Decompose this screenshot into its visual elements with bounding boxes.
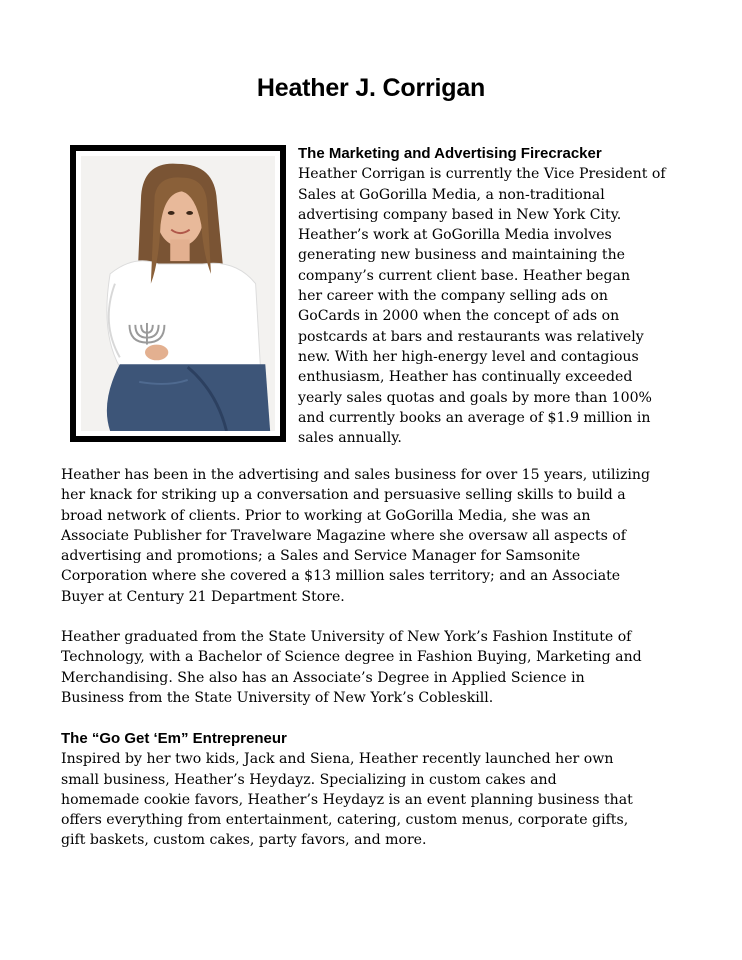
education-line: Business from the State University of New York’s Cobleskill. [61, 689, 494, 706]
intro-line: sales annually. [298, 430, 402, 447]
career-line: Corporation where she covered a $13 million sales territory; and an Associate [61, 568, 621, 585]
intro-line: GoCards in 2000 when the concept of ads on [298, 308, 620, 325]
career-line: Buyer at Century 21 Department Store. [61, 588, 345, 605]
career-line: broad network of clients. Prior to working at GoGorilla Media, she was an [61, 507, 591, 524]
entrepreneur-section [61, 729, 691, 851]
intro-section [298, 144, 684, 448]
career-line: Heather has been in the advertising and sales business for over 15 years, utilizing [61, 467, 651, 483]
intro-line: Sales at GoGorilla Media, a non-traditional [298, 186, 605, 203]
entrepreneur-line: Inspired by her two kids, Jack and Siena, Heather recently launched her own [61, 751, 614, 768]
education-line: Heather graduated from the State University of New York’s Fashion Institute of [61, 629, 632, 645]
career-line: Associate Publisher for Travelware Magazine where she oversaw all aspects of [61, 527, 627, 544]
intro-line: generating new business and maintaining the [298, 247, 625, 264]
section-heading-entrepreneur: The “Go Get ‘Em” Entrepreneur [61, 730, 287, 747]
section-heading-firecracker: The Marketing and Advertising Firecracker [298, 145, 602, 162]
career-line: her knack for striking up a conversation and persuasive selling skills to build a [61, 487, 626, 504]
entrepreneur-line: offers everything from entertainment, catering, custom menus, corporate gifts, [61, 812, 629, 829]
portrait-image [81, 156, 275, 431]
intro-line: yearly sales quotas and goals by more than 100% [298, 389, 652, 406]
intro-line: her career with the company selling ads on [298, 288, 608, 305]
intro-line: enthusiasm, Heather has continually exceeded [298, 369, 633, 386]
intro-line: Heather Corrigan is currently the Vice President of [298, 166, 666, 183]
intro-line: and currently books an average of $1.9 million in [298, 409, 651, 426]
intro-line: advertising company based in New York City. [298, 206, 622, 223]
entrepreneur-line: small business, Heather’s Heydayz. Specializing in custom cakes and [61, 771, 557, 788]
career-line: advertising and promotions; a Sales and Service Manager for Samsonite [61, 548, 581, 565]
intro-line: Heather’s work at GoGorilla Media involves [298, 227, 612, 244]
entrepreneur-line: gift baskets, custom cakes, party favors, and more. [61, 832, 427, 849]
portrait-photo [70, 145, 286, 442]
intro-line: new. With her high-energy level and contagious [298, 348, 639, 365]
intro-line: postcards at bars and restaurants was relatively [298, 328, 644, 345]
education-line: Merchandising. She also has an Associate’s Degree in Applied Science in [61, 669, 585, 686]
entrepreneur-line: homemade cookie favors, Heather’s Heydayz is an event planning business that [61, 791, 633, 808]
education-line: Technology, with a Bachelor of Science degree in Fashion Buying, Marketing and [61, 649, 642, 666]
intro-line: company’s current client base. Heather began [298, 267, 631, 284]
page-title: Heather J. Corrigan [256, 74, 486, 102]
career-paragraph [61, 465, 691, 607]
education-paragraph [61, 627, 691, 708]
